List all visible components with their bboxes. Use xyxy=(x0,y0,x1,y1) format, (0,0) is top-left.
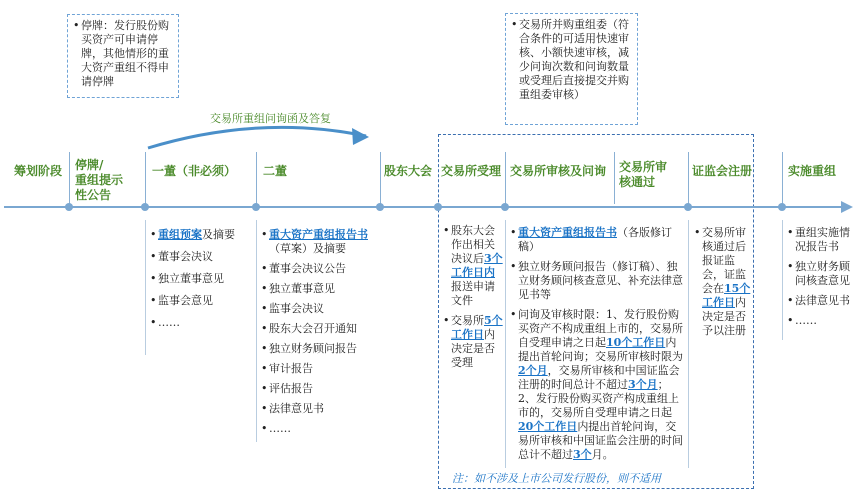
stage-second-board: 二董 xyxy=(263,164,288,178)
stage-exchange-review: 交易所审核及问询 xyxy=(510,164,607,178)
list-item: • 股东大会召开通知 xyxy=(261,322,381,336)
tick xyxy=(614,152,615,204)
list-item: • 股东大会作出相关决议后3个工作日内报送申请文件 xyxy=(443,224,503,308)
stage-shareholder-meeting: 股东大会 xyxy=(384,164,433,178)
list-item: • …… xyxy=(261,422,381,436)
list-item: • 独立董事意见 xyxy=(150,272,254,286)
list-item: • 监事会决议 xyxy=(261,302,381,316)
list-item: • 独立财务顾问报告 xyxy=(261,342,381,356)
list-item: • 法律意见书 xyxy=(787,294,853,308)
list-item: • …… xyxy=(150,316,254,330)
list-item: • 重组预案及摘要 xyxy=(150,228,254,242)
footnote: 注：如不涉及上市公司发行股份，则不适用 xyxy=(452,472,661,485)
inquiry-label: 交易所重组问询函及答复 xyxy=(210,112,331,125)
csrc-list xyxy=(694,226,754,342)
list-item: • 独立董事意见 xyxy=(261,282,381,296)
tick xyxy=(69,152,70,204)
stage-implementation: 实施重组 xyxy=(788,164,837,178)
report-link[interactable]: 重大资产重组报告书 xyxy=(269,228,368,241)
column-divider xyxy=(256,220,257,442)
tick xyxy=(505,152,506,204)
list-item: • 交易所审核通过后报证监会，证监会在15个工作日内决定是否予以注册 xyxy=(694,226,754,338)
tick xyxy=(380,152,381,204)
acceptance-list xyxy=(443,224,503,374)
stage-exchange-acceptance: 交易所受理 xyxy=(441,164,502,178)
stage-exchange-approved: 交易所审 核通过 xyxy=(619,160,668,189)
list-item: • 问询及审核时限：1、发行股份购买资产不构成重组上市的，交易所自受理申请之日起10个工作日内提出首轮问询；交易所审核时限为2个月，交易所审核和中国证监会注册的时间总计不超过3个月；2、发行股份购买资产构成重组上市的，交易所自受理申请之日起20个工作日内提出首轮问询，交易所审核和中国证监会注册的时间总计不超过3个月。 xyxy=(510,308,686,462)
tick xyxy=(256,152,257,204)
implementation-list xyxy=(787,226,853,332)
list-item: • 法律意见书 xyxy=(261,402,381,416)
list-item: • 监事会意见 xyxy=(150,294,254,308)
report-revision-link[interactable]: 重大资产重组报告书 xyxy=(518,226,617,239)
list-item: • …… xyxy=(787,314,853,328)
inquiry-arc xyxy=(140,120,380,160)
list-item: • 独立财务顾问报告（修订稿）、独立财务顾问核查意见、补充法律意见书等 xyxy=(510,260,686,302)
list-item: • 独立财务顾问核查意见 xyxy=(787,260,853,288)
stage-planning: 筹划阶段 xyxy=(14,164,63,178)
suspension-note: • 停牌：发行股份购买资产可申请停牌，其他情形的重大资产重组不得申请停牌 xyxy=(67,14,179,98)
plan-link[interactable]: 重组预案 xyxy=(158,228,202,241)
stage-suspension: 停牌/ 重组提示 性公告 xyxy=(75,158,124,202)
column-divider xyxy=(688,220,689,468)
committee-note: • 交易所并购重组委（符合条件的可适用快速审核、小额快速审核，减少问询次数和问询数量或受理后直接提交并购重组委审核） xyxy=(505,13,638,125)
second-board-list xyxy=(261,228,381,440)
tick xyxy=(782,152,783,204)
column-divider xyxy=(505,220,506,468)
timeline xyxy=(0,198,857,218)
column-divider xyxy=(145,220,146,355)
list-item: • 评估报告 xyxy=(261,382,381,396)
first-board-list xyxy=(150,228,254,334)
review-list xyxy=(510,226,686,466)
list-item: • 交易所5个工作日内决定是否受理 xyxy=(443,314,503,370)
list-item: • 审计报告 xyxy=(261,362,381,376)
list-item: • 重组实施情况报告书 xyxy=(787,226,853,254)
list-item: • 重大资产重组报告书（各版修订稿） xyxy=(510,226,686,254)
list-item: • 重大资产重组报告书（草案）及摘要 xyxy=(261,228,381,256)
stage-csrc-registration: 证监会注册 xyxy=(692,164,753,178)
list-item: • 董事会决议 xyxy=(150,250,254,264)
column-divider xyxy=(782,220,783,340)
list-item: • 董事会决议公告 xyxy=(261,262,381,276)
tick xyxy=(688,152,689,204)
stage-first-board: 一董（非必须） xyxy=(152,164,237,178)
tick xyxy=(145,152,146,204)
